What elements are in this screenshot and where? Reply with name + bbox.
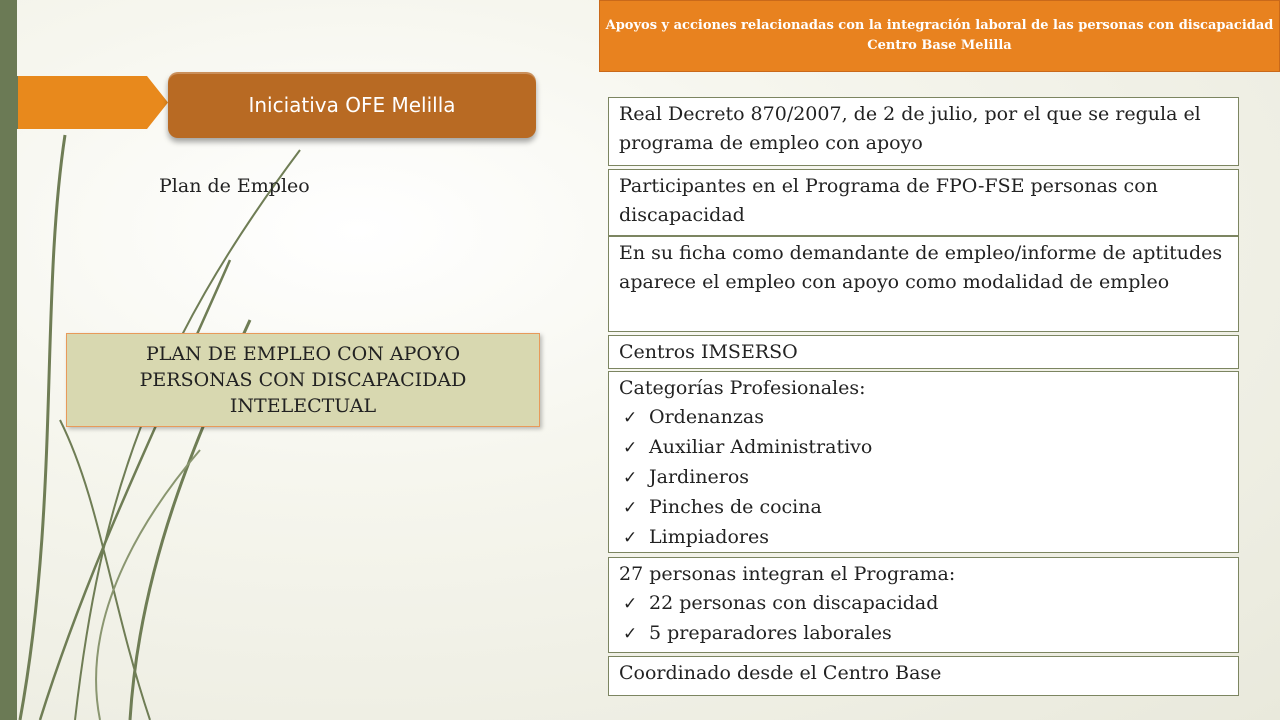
categoria-label: Pinches de cocina	[649, 496, 822, 518]
checkmark-icon: ✓	[623, 528, 638, 548]
categorias-list	[619, 403, 1228, 553]
personas-box	[608, 557, 1239, 653]
checkmark-icon: ✓	[623, 594, 638, 614]
ficha-box: En su ficha como demandante de empleo/informe de aptitudes aparece el empleo con apoyo como modalidad de empleo	[608, 236, 1239, 332]
header-title	[599, 0, 1280, 72]
orange-arrow	[18, 76, 168, 129]
checkmark-icon: ✓	[623, 468, 638, 488]
checkmark-icon: ✓	[623, 408, 638, 428]
participantes-box: Participantes en el Programa de FPO-FSE personas con discapacidad	[608, 169, 1239, 236]
categorias-box	[608, 371, 1239, 553]
decreto-box: Real Decreto 870/2007, de 2 de julio, por el que se regula el programa de empleo con apoyo	[608, 97, 1239, 166]
checkmark-icon: ✓	[623, 624, 638, 644]
personas-list	[619, 589, 1228, 649]
categorias-title: Categorías Profesionales:	[619, 377, 866, 399]
categoria-label: Jardineros	[649, 466, 750, 488]
coordinado-box: Coordinado desde el Centro Base	[608, 656, 1239, 696]
list-item	[619, 493, 1228, 523]
persona-label: 22 personas con discapacidad	[649, 592, 939, 614]
checkmark-icon: ✓	[623, 498, 638, 518]
header-line-2: Centro Base Melilla	[867, 38, 1012, 53]
header-line-1: Apoyos y acciones relacionadas con la integración laboral de las personas con discapacidad	[605, 18, 1274, 33]
centros-box: Centros IMSERSO	[608, 335, 1239, 369]
list-item	[619, 523, 1228, 553]
personas-title: 27 personas integran el Programa:	[619, 563, 956, 585]
persona-label: 5 preparadores laborales	[649, 622, 892, 644]
list-item	[619, 619, 1228, 649]
categoria-label: Ordenanzas	[649, 406, 764, 428]
arrow-bar	[0, 76, 18, 129]
plan-label: Plan de Empleo	[159, 175, 310, 197]
categoria-label: Auxiliar Administrativo	[649, 436, 873, 458]
checkmark-icon: ✓	[623, 438, 638, 458]
initiative-button[interactable]: Iniciativa OFE Melilla	[168, 72, 536, 138]
list-item	[619, 403, 1228, 433]
plan-box	[66, 333, 540, 427]
list-item	[619, 463, 1228, 493]
list-item	[619, 589, 1228, 619]
categoria-label: Limpiadores	[649, 526, 769, 548]
list-item	[619, 433, 1228, 463]
plan-box-line-3: INTELECTUAL	[229, 395, 377, 417]
plan-box-line-1: PLAN DE EMPLEO CON APOYO	[145, 343, 461, 365]
plan-box-line-2: PERSONAS CON DISCAPACIDAD	[139, 369, 467, 391]
